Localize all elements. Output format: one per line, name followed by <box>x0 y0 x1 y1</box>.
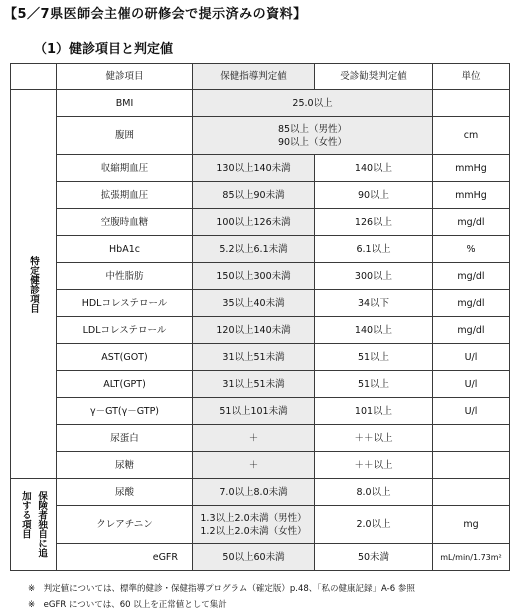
col-header-item: 健診項目 <box>57 64 193 90</box>
unit-cell: mg/dl <box>433 290 510 317</box>
guidance-value: 120以上140未満 <box>193 317 315 344</box>
unit-cell: mg/dl <box>433 317 510 344</box>
guidance-value: 150以上300未満 <box>193 263 315 290</box>
table-row <box>11 425 510 452</box>
item-label: 尿蛋白 <box>57 425 193 452</box>
item-label: HDLコレステロール <box>57 290 193 317</box>
unit-cell: cm <box>433 117 510 155</box>
corner-cell <box>11 64 57 90</box>
col-header-unit: 単位 <box>433 64 510 90</box>
referral-value: 126以上 <box>315 209 433 236</box>
section-title: （1）健診項目と判定値 <box>34 42 174 57</box>
table-row <box>11 371 510 398</box>
referral-value: ＋＋以上 <box>315 452 433 479</box>
item-label: AST(GOT) <box>57 344 193 371</box>
unit-cell: U/l <box>433 371 510 398</box>
item-label: 収縮期血圧 <box>57 155 193 182</box>
referral-value: 2.0以上 <box>315 506 433 544</box>
item-label: 拡張期血圧 <box>57 182 193 209</box>
guidance-value: 85以上90未満 <box>193 182 315 209</box>
guidance-value: 51以上101未満 <box>193 398 315 425</box>
merged-value: 25.0以上 <box>193 90 433 117</box>
referral-value: ＋＋以上 <box>315 425 433 452</box>
section-label-insurer-line1: 保険者独自に追 <box>36 491 48 558</box>
unit-cell: U/l <box>433 344 510 371</box>
unit-cell: mg/dl <box>433 209 510 236</box>
guidance-value: 31以上51未満 <box>193 371 315 398</box>
col-header-referral: 受診勧奨判定値 <box>315 64 433 90</box>
unit-cell <box>433 452 510 479</box>
referral-value: 50未満 <box>315 544 433 571</box>
item-label: 空腹時血糖 <box>57 209 193 236</box>
guidance-value: 7.0以上8.0未満 <box>193 479 315 506</box>
item-label: HbA1c <box>57 236 193 263</box>
referral-value: 90以上 <box>315 182 433 209</box>
item-label: γ－GT(γ－GTP) <box>57 398 193 425</box>
item-label: ALT(GPT) <box>57 371 193 398</box>
referral-value: 101以上 <box>315 398 433 425</box>
footnote: ※ eGFR については、60 以上を正常値として集計 <box>28 600 227 610</box>
guidance-value: 50以上60未満 <box>193 544 315 571</box>
item-label: 中性脂肪 <box>57 263 193 290</box>
section-label-specific: 特定健診項目 <box>11 90 57 479</box>
referral-value: 140以上 <box>315 155 433 182</box>
item-label: 尿酸 <box>57 479 193 506</box>
merged-value-line: 90以上（女性） <box>277 136 348 148</box>
referral-value: 8.0以上 <box>315 479 433 506</box>
unit-cell: mL/min/1.73m² <box>433 544 510 571</box>
table-row <box>11 479 510 506</box>
item-label: 尿糖 <box>57 452 193 479</box>
unit-cell: mmHg <box>433 182 510 209</box>
criteria-table <box>10 63 510 571</box>
referral-value: 51以上 <box>315 344 433 371</box>
item-label: クレアチニン <box>57 506 193 544</box>
table-row <box>11 317 510 344</box>
table-row <box>11 344 510 371</box>
guidance-value: ＋ <box>193 452 315 479</box>
unit-cell: mg/dl <box>433 263 510 290</box>
col-header-guidance: 保健指導判定値 <box>193 64 315 90</box>
table-row <box>11 155 510 182</box>
table-row <box>11 236 510 263</box>
merged-value-line: 85以上（男性） <box>277 123 348 135</box>
referral-value: 140以上 <box>315 317 433 344</box>
section-label-insurer-line2: 加する項目 <box>19 491 31 539</box>
unit-cell: mg <box>433 506 510 544</box>
item-label: 腹囲 <box>57 117 193 155</box>
unit-cell: % <box>433 236 510 263</box>
table-row <box>11 117 510 155</box>
guidance-value: 130以上140未満 <box>193 155 315 182</box>
referral-value: 300以上 <box>315 263 433 290</box>
unit-cell <box>433 425 510 452</box>
table-row <box>11 506 510 544</box>
table-header-row <box>11 64 510 90</box>
guidance-value: ＋ <box>193 425 315 452</box>
table-row <box>11 263 510 290</box>
referral-value: 34以下 <box>315 290 433 317</box>
unit-cell: mmHg <box>433 155 510 182</box>
merged-value <box>193 117 433 155</box>
guidance-value-line: 1.3以上2.0未満（男性） <box>200 512 307 524</box>
table-row <box>11 452 510 479</box>
section-label-insurer <box>11 479 57 571</box>
guidance-value: 35以上40未満 <box>193 290 315 317</box>
guidance-value <box>193 506 315 544</box>
unit-cell <box>433 479 510 506</box>
table-row <box>11 90 510 117</box>
item-label: LDLコレステロール <box>57 317 193 344</box>
table-row <box>11 398 510 425</box>
guidance-value-line: 1.2以上2.0未満（女性） <box>200 525 307 537</box>
guidance-value: 100以上126未満 <box>193 209 315 236</box>
item-label-egfr: eGFR <box>57 544 193 571</box>
referral-value: 51以上 <box>315 371 433 398</box>
item-label: BMI <box>57 90 193 117</box>
document-header: 【5／7県医師会主催の研修会で提示済みの資料】 <box>4 7 307 22</box>
table-row <box>11 182 510 209</box>
table-row <box>11 544 510 571</box>
table-row <box>11 209 510 236</box>
unit-cell: U/l <box>433 398 510 425</box>
unit-cell <box>433 90 510 117</box>
guidance-value: 31以上51未満 <box>193 344 315 371</box>
guidance-value: 5.2以上6.1未満 <box>193 236 315 263</box>
referral-value: 6.1以上 <box>315 236 433 263</box>
table-row <box>11 290 510 317</box>
footnote: ※ 判定値については、標準的健診・保健指導プログラム（確定版）p.48、「私の健康記録」A-6 参照 <box>28 584 415 594</box>
